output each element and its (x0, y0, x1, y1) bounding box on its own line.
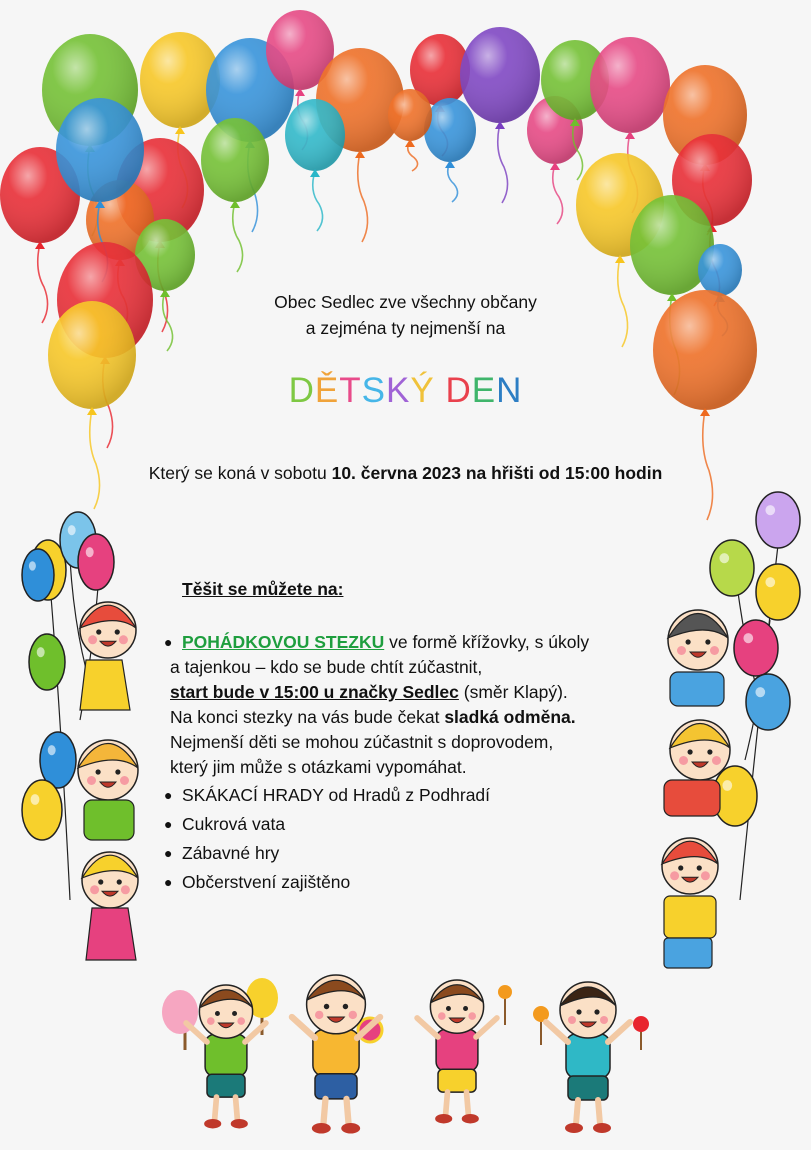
list-item (162, 812, 642, 837)
title-letter: T (339, 371, 362, 410)
kid-face (80, 602, 136, 658)
title-letter: K (386, 371, 411, 410)
stezka-line-3 (162, 680, 642, 705)
list-item (162, 870, 642, 895)
title-letter: S (361, 371, 386, 410)
balloon (285, 99, 345, 231)
title-letter: N (496, 371, 523, 410)
date-prefix: Který se koná v sobotu (148, 463, 332, 483)
stezka-line-6: který jim může s otázkami vypomáhat. (170, 757, 467, 777)
invite-line-1: Obec Sedlec zve všechny občany (274, 292, 537, 312)
list-item (162, 783, 642, 808)
balloon (756, 492, 800, 548)
stezka-start: start bude v 15:00 u značky Sedlec (170, 682, 459, 702)
title-letter: E (471, 371, 497, 410)
kid-face (670, 720, 730, 780)
balloon (746, 674, 790, 730)
left-kids-illustration (22, 512, 138, 960)
title-letter: D (445, 371, 472, 410)
title-letter (435, 371, 446, 411)
balloon (22, 780, 62, 840)
list-item-label: Občerstvení zajištěno (182, 872, 351, 892)
balloon (756, 564, 800, 620)
kid-face (78, 740, 138, 800)
stezka-reward: sladká odměna. (444, 707, 576, 727)
bottom-kids-illustration (162, 975, 649, 1134)
balloon (78, 534, 114, 590)
kid-face (668, 610, 728, 670)
program-heading: Těšit se můžete na: (182, 579, 344, 599)
balloon (201, 118, 269, 272)
stezka-line-2: a tajenkou – kdo se bude chtít zúčastnit, (170, 657, 483, 677)
kid-face (82, 852, 138, 908)
kid-figure (292, 975, 380, 1134)
bullet-icon: ● (164, 874, 173, 890)
list-item-label: Cukrová vata (182, 814, 286, 834)
balloon (710, 540, 754, 596)
balloon (40, 732, 76, 788)
bullet-icon: ● (164, 845, 173, 861)
date-bold: 10. června 2023 na hřišti od 15:00 hodin (331, 463, 663, 483)
kid-figure (417, 980, 497, 1123)
list-item (162, 841, 642, 866)
event-title (0, 371, 811, 411)
right-kids-illustration (662, 492, 800, 968)
balloon (388, 89, 432, 171)
bullet-icon: ● (164, 787, 173, 803)
bullet-icon: ● (164, 816, 173, 832)
kid-figure (546, 982, 630, 1133)
event-date-line (0, 463, 811, 484)
balloon (734, 620, 778, 676)
stezka-line-4 (162, 705, 642, 730)
list-item-label: Zábavné hry (182, 843, 280, 863)
list-item-label: SKÁKACÍ HRADY od Hradů z Podhradí (182, 785, 491, 805)
stezka-title: POHÁDKOVOU STEZKU (182, 632, 385, 652)
stezka-line-5: Nejmenší děti se mohou zúčastnit s doprovodem, (170, 732, 554, 752)
kid-face (662, 838, 718, 894)
program-list (162, 630, 642, 899)
balloon (29, 634, 65, 690)
title-letter: Ý (410, 371, 435, 410)
invite-line-2: a zejména ty nejmenší na (305, 318, 506, 338)
list-item-stezka (162, 630, 642, 655)
stezka-reward-prefix: Na konci stezky na vás bude čekat (170, 707, 445, 727)
balloon-arch (0, 10, 757, 520)
bullet-icon: ● (164, 634, 173, 650)
stezka-line-1: ve formě křížovky, s úkoly (384, 632, 590, 652)
stezka-start-rest: (směr Klapý). (458, 682, 568, 702)
title-letter: Ě (314, 371, 340, 410)
title-letter: D (288, 371, 315, 410)
balloon (22, 549, 54, 601)
